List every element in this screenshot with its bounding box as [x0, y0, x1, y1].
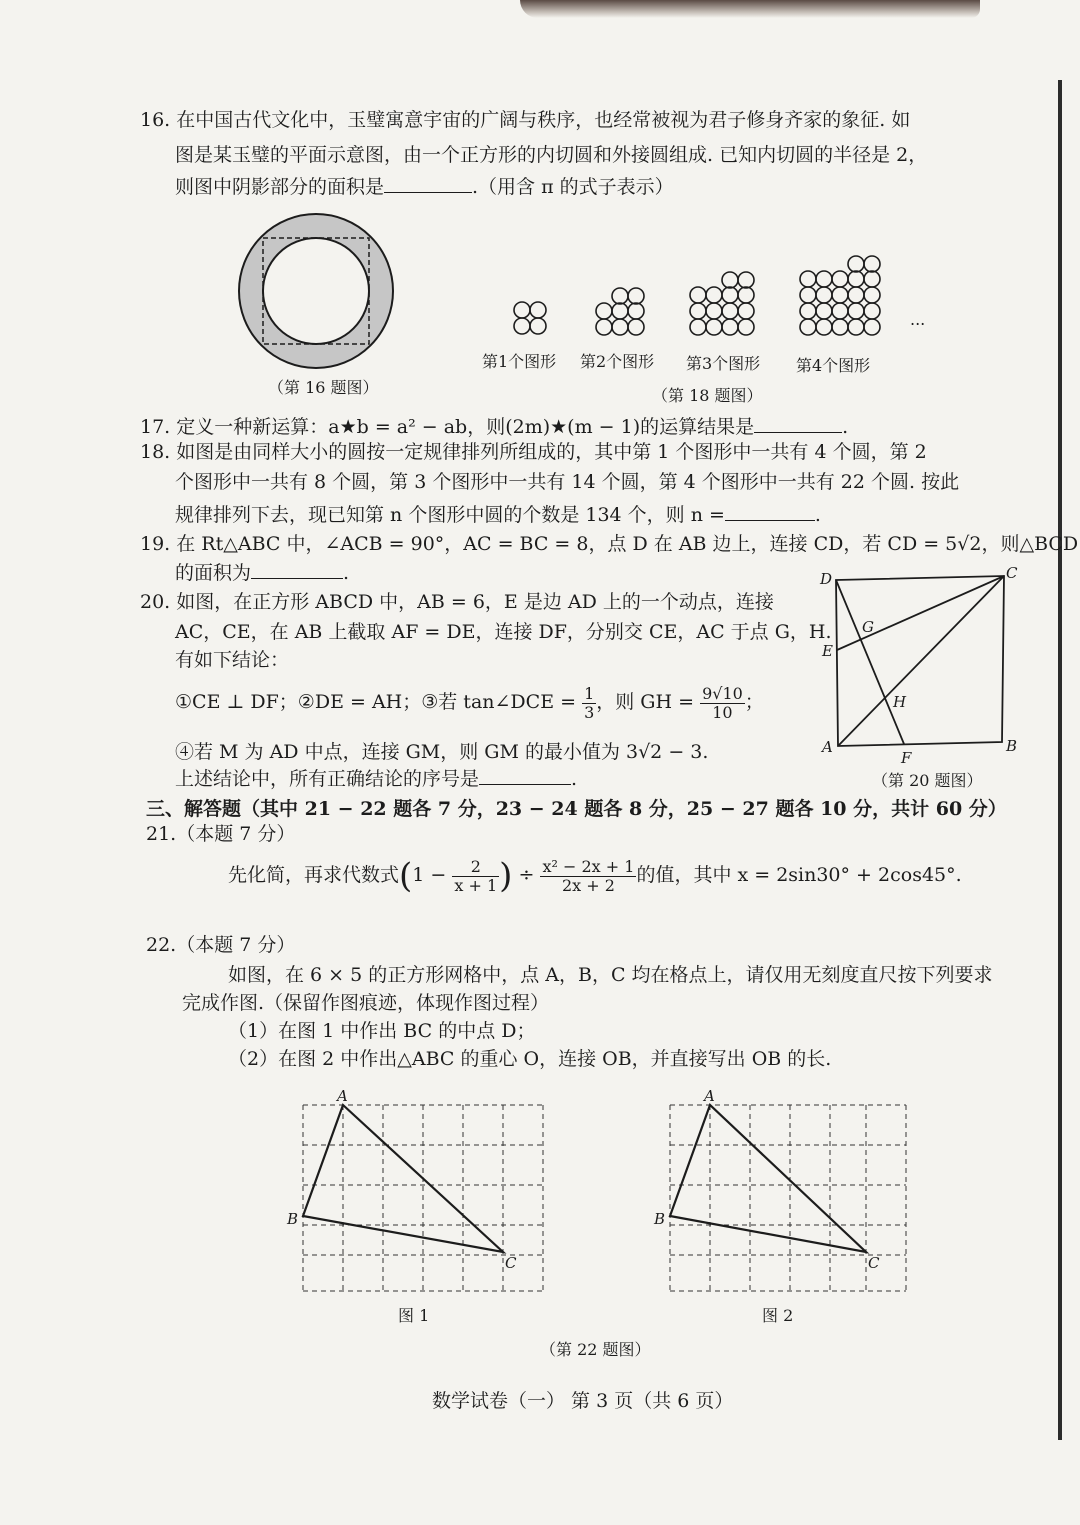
q21-f2-num: x² − 2x + 1 [542, 856, 635, 876]
q19-answer-blank[interactable] [251, 560, 343, 579]
triangle-abc-1 [303, 1105, 503, 1252]
q20-c-part3: ； [744, 691, 764, 713]
q17-line [140, 414, 848, 439]
q16-line-2: 图是某玉璧的平面示意图，由一个正方形的内切圆和外接圆组成. 已知内切圆的半径是 2， [175, 144, 928, 166]
q18-line-3-post: . [814, 504, 821, 526]
q20-label-g: G [862, 618, 874, 636]
triangle-abc-2 [670, 1105, 866, 1252]
q19-line-2 [175, 560, 349, 585]
q22-fig1-label: 图 1 [398, 1306, 430, 1325]
q22-heading: 22.（本题 7 分） [146, 934, 296, 956]
q22-fig2-label: 图 2 [762, 1306, 794, 1325]
q20-square-figure [818, 566, 1028, 766]
q16-line-3 [175, 174, 674, 199]
q20-label-f: F [901, 749, 912, 766]
q21-pre: 先化简，再求代数式 [228, 864, 400, 886]
q18-line-1: 18. 如图是由同样大小的圆按一定规律排列所组成的，其中第 1 个图形中一共有 4 个圆，第 2 [140, 441, 927, 463]
fig2-label-c: C [868, 1254, 880, 1272]
diagonal-ac [838, 576, 1004, 746]
q18-ellipsis: ... [910, 310, 926, 329]
q20-c-part1: ①CE ⊥ DF；②DE = AH；③若 tan∠DCE = [175, 691, 577, 713]
segment-ce [837, 576, 1004, 650]
pattern-figure-3 [690, 272, 754, 335]
q20-line-2: AC，CE，在 AB 上截取 AF = DE，连接 DF，分别交 CE，AC 于点 G，H. [175, 621, 832, 643]
q20-label-h: H [893, 693, 907, 711]
q22-line-1: 如图，在 6 × 5 的正方形网格中，点 A，B，C 均在格点上，请仅用无刻度直尺按下列要求 [228, 964, 993, 986]
q16-jade-disc-figure [236, 210, 396, 372]
section-3-heading: 三、解答题（其中 21 − 22 题各 7 分，23 − 24 题各 8 分，25 − 27 题各 10 分，共计 60 分） [146, 798, 1007, 820]
q20-last-line [175, 766, 577, 791]
q18-label-3: 第3个图形 [686, 354, 761, 373]
q20-frac1-den: 3 [584, 702, 595, 722]
fig2-label-b: B [654, 1210, 666, 1228]
q20-tan-fraction [582, 685, 596, 722]
q20-conclusions-1-3 [175, 682, 764, 722]
q21-expression [228, 852, 962, 899]
pattern-figure-2 [596, 288, 644, 335]
q20-conclusion-4: ④若 M 为 AD 中点，连接 GM，则 GM 的最小值为 3√2 − 3. [175, 741, 709, 763]
q20-frac1-num: 1 [584, 683, 595, 703]
fig1-label-b: B [287, 1210, 299, 1228]
q20-label-a: A [822, 738, 833, 756]
q20-frac2-num: 9√10 [702, 683, 743, 703]
q20-answer-blank[interactable] [479, 766, 571, 785]
q16-line-1: 16. 在中国古代文化中，玉璧寓意宇宙的广阔与秩序，也经常被视为君子修身齐家的象征. 如 [140, 109, 911, 131]
q19-line-2-pre: 的面积为 [175, 562, 252, 584]
q20-gh-fraction [700, 685, 745, 722]
q22-sub-2: （2）在图 2 中作出△ABC 的重心 O，连接 OB，并直接写出 OB 的长. [228, 1048, 832, 1070]
q16-line-3-pre: 则图中阴影部分的面积是 [175, 176, 385, 198]
q21-divide: ÷ [518, 864, 535, 886]
q21-right-paren: ) [499, 856, 513, 896]
q17-text: 17. 定义一种新运算：a★b = a² − ab，则(2m)★(m − 1)的运算结果是 [140, 416, 755, 438]
q18-caption: （第 18 题图） [652, 386, 763, 405]
fig1-label-c: C [505, 1254, 517, 1272]
q21-post: 的值，其中 x = 2sin30° + 2cos45°. [636, 864, 962, 886]
q22-grid-figure-1 [285, 1088, 550, 1300]
pattern-figure-1 [514, 302, 546, 334]
fig1-label-a: A [337, 1088, 348, 1105]
q22-caption: （第 22 题图） [540, 1340, 651, 1359]
q16-answer-blank[interactable] [384, 174, 472, 193]
fig2-label-a: A [704, 1088, 715, 1105]
q21-f1-den: x + 1 [454, 875, 498, 895]
q16-line-3-post: .（用含 π 的式子表示） [472, 176, 674, 198]
q21-f1-num: 2 [452, 858, 499, 877]
q22-line-2: 完成作图.（保留作图痕迹，体现作图过程） [182, 992, 550, 1014]
q20-label-d: D [820, 570, 833, 588]
q18-label-1: 第1个图形 [482, 352, 557, 371]
q18-answer-blank[interactable] [725, 502, 815, 521]
q18-line-3 [175, 502, 821, 527]
q20-last-post: . [571, 768, 578, 790]
q21-f2-den: 2x + 2 [561, 875, 615, 895]
q18-circle-pattern-figure [500, 252, 930, 347]
q22-grid-figure-2 [652, 1088, 917, 1300]
q20-label-e: E [822, 642, 833, 660]
q20-label-c: C [1006, 566, 1018, 582]
q21-p1: 1 − [412, 864, 447, 886]
q21-fraction-1 [452, 858, 499, 895]
segment-df [836, 580, 904, 744]
q21-fraction-2 [540, 858, 636, 895]
q18-line-3-pre: 规律排列下去，现已知第 n 个图形中圆的个数是 134 个，则 n = [175, 504, 725, 526]
q21-heading: 21.（本题 7 分） [146, 823, 296, 845]
q21-left-paren: ( [399, 856, 413, 896]
q18-label-4: 第4个图形 [796, 356, 871, 375]
q16-caption: （第 16 题图） [268, 378, 379, 397]
q22-sub-1: （1）在图 1 中作出 BC 的中点 D； [228, 1020, 536, 1042]
q20-last-pre: 上述结论中，所有正确结论的序号是 [175, 768, 480, 790]
q20-line-1: 20. 如图，在正方形 ABCD 中，AB = 6，E 是边 AD 上的一个动点，连接 [140, 591, 774, 613]
q20-line-3: 有如下结论： [175, 649, 290, 671]
page-footer: 数学试卷（一） 第 3 页（共 6 页） [432, 1390, 734, 1412]
q18-line-2: 个图形中一共有 8 个圆，第 3 个图形中一共有 14 个圆，第 4 个图形中一共有 22 个圆. 按此 [175, 471, 960, 493]
q18-label-2: 第2个图形 [580, 352, 655, 371]
q20-label-b: B [1006, 737, 1018, 755]
q20-c-part2: ，则 GH = [596, 691, 695, 713]
q20-frac2-den: 10 [712, 702, 733, 722]
q19-line-1: 19. 在 Rt△ABC 中，∠ACB = 90°，AC = BC = 8，点 D 在 AB 边上，连接 CD，若 CD = 5√2，则△BCD [140, 533, 1079, 555]
q17-end: . [842, 416, 849, 438]
inner-circle [263, 238, 369, 344]
q19-line-2-post: . [343, 562, 350, 584]
q20-caption: （第 20 题图） [872, 771, 983, 790]
pattern-figure-4 [800, 256, 880, 335]
q17-answer-blank[interactable] [754, 414, 842, 433]
